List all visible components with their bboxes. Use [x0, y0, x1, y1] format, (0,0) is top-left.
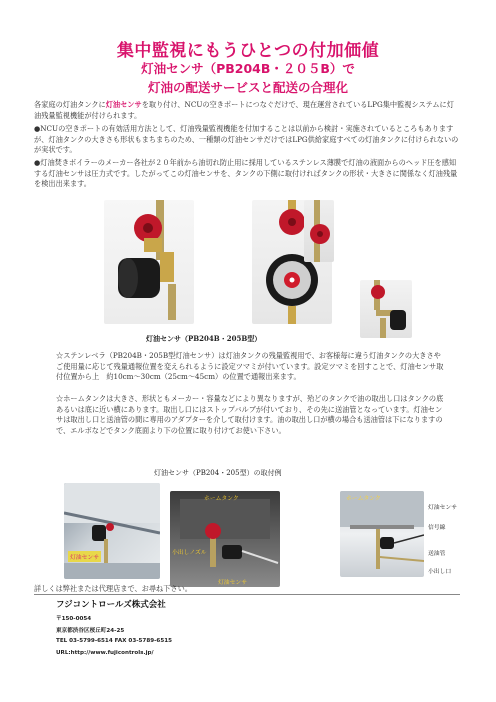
top-photo-caption: 灯油センサ（PB204B・205B型）: [146, 334, 262, 343]
intro-paragraph-3: ●灯油焚きボイラーのメーカー各社が２０年前から油切れ防止用に採用しているステンレス薄膜で灯油の液面からのヘッド圧を感知する灯油センサは圧力式です。したがってこの灯油センサを、タンクの下側に取付ければタンクの形状・大きさに関係なく灯油残量を検出出来ます。: [34, 158, 458, 189]
install-caption: 灯油センサ（PB204・205型）の取付例: [154, 469, 282, 477]
intro-highlight: 灯油センサ: [105, 100, 142, 109]
intro-text-before: 各家庭の灯油タンクに: [34, 100, 106, 109]
install-photo-3: [340, 491, 424, 577]
company-postal: 〒150-0054: [56, 616, 92, 622]
intro-paragraph-2: ●NCUの空きポートの有効活用方法として、灯油残量監視機能を付加することは以前から検討・実施されているところもありますが、灯油タンクの大きさも形状もまちまちのため、一種類の灯油センサだけではLPG供給家庭すべての灯油タンクに付けられないのが実状です。: [34, 124, 459, 155]
description-paragraph-1: ☆ステンレベラ（PB204B・205B型灯油センサ）は灯油タンクの残量監視用で、お客様毎に違う灯油タンクの大きさやご使用量に応じて残量通報位置を変えられるように設定ツマミが付いています。設定ツマミを回すことで、灯油センサ取付位置から上 約10cm～30cm（25cm～45cm）の位置で通報出来ます。: [56, 351, 444, 382]
install-photo-2-label-sensor: 灯油センサ: [218, 580, 247, 586]
sensor-installed-illustration: [360, 280, 412, 338]
company-url[interactable]: URL:http://www.fujicontrols.jp/: [56, 650, 154, 656]
company-name: フジコントロールズ株式会社: [56, 600, 166, 610]
sensor-photo-side: [104, 200, 194, 324]
valve-photo: [304, 200, 334, 262]
company-address: 東京都渋谷区桜丘町24-25: [56, 628, 125, 634]
company-tel-fax: TEL 03-5799-6514 FAX 03-5789-6515: [56, 638, 172, 644]
page-subtitle-1: 灯油センサ（PB204B・２０５B）で: [141, 61, 355, 76]
install-photo-1-label: 灯油センサ: [68, 551, 101, 562]
sensor-side-illustration: [104, 200, 194, 324]
sensor-photo-installed: [360, 280, 412, 338]
side-label-signal-line: 信号線: [428, 525, 446, 531]
side-label-sensor: 灯油センサ: [428, 505, 457, 511]
install-photo-3-label-tank: ホームタンク: [346, 496, 381, 502]
inquiry-text: 詳しくは弊社または代理店まで、お尋ね下さい。: [34, 584, 192, 593]
intro-paragraph-1: [34, 100, 460, 121]
side-label-outlet: 小出し口: [428, 569, 452, 575]
side-label-feed-pipe: 送油管: [428, 551, 446, 557]
install-photo-1-illustration: [64, 483, 160, 579]
page-subtitle-2: 灯油の配送サービスと配送の合理化: [147, 80, 348, 95]
footer-divider: [34, 594, 460, 595]
install-photo-2-label-nozzle: 小出しノズル: [172, 550, 207, 556]
install-photo-1: [64, 483, 160, 579]
intro-text-after: を取り付け、NCUの空きポートにつなぐだけで、現在運営されているLPG集中監視システムに灯油残量監視機能が付けられます。: [34, 100, 454, 120]
valve-illustration: [304, 200, 334, 262]
install-photo-3-illustration: [340, 491, 424, 577]
install-photo-2-label-tank: ホームタンク: [204, 496, 239, 502]
description-paragraph-2: ☆ホームタンクは大きさ、形状ともメーカー・容量などにより異なりますが、殆どのタンクで油の取出し口はタンクの底あるいは底に近い横にあります。取出し口にはストップバルブが付いており、その先に送油管となっています。灯油センサは取出し口と送油管の間に専用のアダプターを介して取付けます。油の取出し口が横の場合も送油管は下になりますので、エルボなどでタンク底面より下の位置に取り付けてお使い下さい。: [56, 394, 444, 435]
install-photo-2-illustration: [170, 491, 280, 587]
page-title: 集中監視にもうひとつの付加価値: [116, 41, 380, 61]
install-photo-2: [170, 491, 280, 587]
